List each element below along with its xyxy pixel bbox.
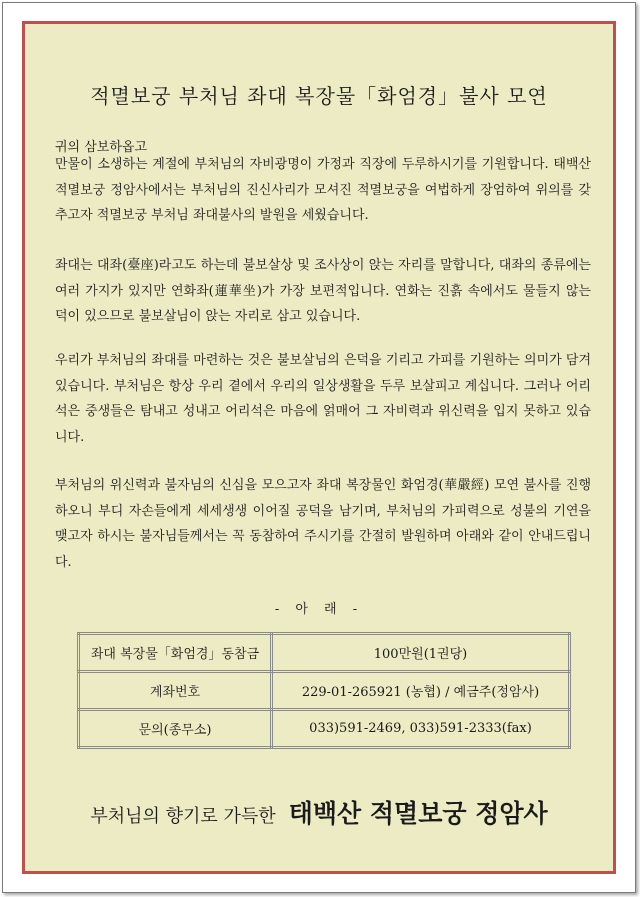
table-row xyxy=(79,710,570,748)
table-value: 033)591-2469, 033)591-2333(fax) xyxy=(272,710,570,748)
table-value: 100만원(1권당) xyxy=(272,634,570,672)
paragraph-4: 부처님의 위신력과 불자님의 신심을 모으고자 좌대 복장물인 화엄경(華嚴經) 모연 불사를 진행하오니 부디 자손들에게 세세생생 이어질 공덕을 남기며, 부처님의 가피력으로 성불의 기연을 맺고자 하시는 불자님들께서는 꼭 동참하여 주시기를 간절히 발원하며 아래와 같이 안내드립니다. xyxy=(55,478,591,570)
paragraph-1: 만물이 소생하는 계절에 부처님의 자비광명이 가정과 직장에 두루하시기를 기원합니다. 태백산 적멸보궁 정암사에서는 부처님의 진신사리가 모셔진 적멸보궁을 여법하게 장엄하여 위의를 갖추고자 적멸보궁 부처님 좌대불사의 발원을 세웠습니다. xyxy=(55,157,591,223)
greeting: 귀의 삼보하옵고 xyxy=(55,140,148,155)
table-value: 229-01-265921 (농협) / 예금주(정암사) xyxy=(272,672,570,710)
footer xyxy=(25,794,613,830)
footer-tagline: 부처님의 향기로 가득한 xyxy=(90,806,276,827)
table-key: 계좌번호 xyxy=(79,672,272,710)
notice-frame xyxy=(22,21,616,874)
footer-temple-name: 태백산 적멸보궁 정암사 xyxy=(288,799,548,828)
table-key: 좌대 복장물「화엄경」동참금 xyxy=(79,634,272,672)
info-table xyxy=(77,632,571,749)
page-title: 적멸보궁 부처님 좌대 복장물「화엄경」불사 모연 xyxy=(90,84,548,108)
paragraph-2: 좌대는 대좌(臺座)라고도 하는데 불보살상 및 조사상이 앉는 자리를 말합니다, 대좌의 종류에는 여러 가지가 있지만 연화좌(蓮華坐)가 가장 보편적입니다. 연화는 진흙 속에서도 물들지 않는 덕이 있으므로 불보살님이 앉는 자리로 삼고 있습니다. xyxy=(55,258,591,324)
paragraph-3: 우리가 부처님의 좌대를 마련하는 것은 불보살님의 은덕을 기리고 가피를 기원하는 의미가 담겨 있습니다. 부처님은 항상 우리 곁에서 우리의 일상생활을 두루 보살피고 계십니다. 그러나 어리석은 중생들은 탐내고 성내고 어리석은 마음에 얽매어 그 자비력과 위신력을 입지 못하고 있습니다. xyxy=(55,353,591,445)
table-key: 문의(종무소) xyxy=(79,710,272,748)
table-row xyxy=(79,634,570,672)
table-row xyxy=(79,672,570,710)
below-heading: - 아 래 - xyxy=(274,602,364,617)
